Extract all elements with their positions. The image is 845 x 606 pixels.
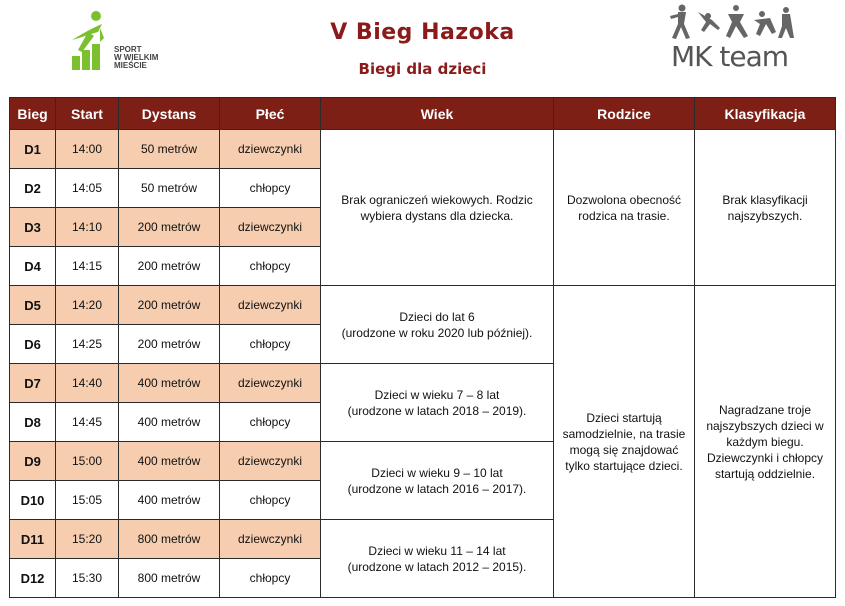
plec-cell: chłopcy xyxy=(220,481,321,520)
plec-cell: chłopcy xyxy=(220,325,321,364)
klasyfikacja-line: Nagradzane troje najszybszych dzieci w każdym biegu. xyxy=(706,402,824,449)
wiek-line: (urodzone w latach 2012 – 2015). xyxy=(347,559,527,574)
start-cell: 14:45 xyxy=(56,403,119,442)
bieg-cell: D11 xyxy=(10,520,56,559)
start-cell: 15:20 xyxy=(56,520,119,559)
wiek-line: (urodzone w latach 2016 – 2017). xyxy=(347,481,527,496)
start-cell: 15:30 xyxy=(56,559,119,598)
table-header-row xyxy=(10,98,836,130)
column-header-rodzice: Rodzice xyxy=(554,98,695,130)
mk-team-text: MK team xyxy=(671,40,789,73)
wiek-cell xyxy=(321,364,554,442)
wiek-cell xyxy=(321,286,554,364)
plec-cell: dziewczynki xyxy=(220,286,321,325)
dystans-cell: 200 metrów xyxy=(119,208,220,247)
plec-cell: chłopcy xyxy=(220,247,321,286)
table-row xyxy=(10,130,836,169)
start-cell: 15:05 xyxy=(56,481,119,520)
dystans-cell: 50 metrów xyxy=(119,130,220,169)
wiek-line: Dzieci do lat 6 xyxy=(399,309,475,324)
bieg-cell: D12 xyxy=(10,559,56,598)
dystans-cell: 400 metrów xyxy=(119,364,220,403)
plec-cell: dziewczynki xyxy=(220,520,321,559)
start-cell: 15:00 xyxy=(56,442,119,481)
bieg-cell: D4 xyxy=(10,247,56,286)
table-row xyxy=(10,286,836,325)
dystans-cell: 400 metrów xyxy=(119,442,220,481)
dystans-cell: 200 metrów xyxy=(119,325,220,364)
dystans-cell: 800 metrów xyxy=(119,559,220,598)
bieg-cell: D9 xyxy=(10,442,56,481)
bieg-cell: D3 xyxy=(10,208,56,247)
rodzice-cell: Dozwolona obecność rodzica na trasie. xyxy=(554,130,695,286)
klasyfikacja-cell xyxy=(695,286,836,598)
dystans-cell: 200 metrów xyxy=(119,286,220,325)
dystans-cell: 400 metrów xyxy=(119,481,220,520)
bieg-cell: D10 xyxy=(10,481,56,520)
dystans-cell: 800 metrów xyxy=(119,520,220,559)
start-cell: 14:25 xyxy=(56,325,119,364)
plec-cell: dziewczynki xyxy=(220,130,321,169)
column-header-klasyfikacja: Klasyfikacja xyxy=(695,98,836,130)
column-header-plec: Płeć xyxy=(220,98,321,130)
sport-logo-text: SPORT W WIELKIM MIEŚCIE xyxy=(114,45,159,70)
column-header-start: Start xyxy=(56,98,119,130)
bieg-cell: D1 xyxy=(10,130,56,169)
page-title: V Bieg Hazoka xyxy=(330,20,515,45)
dystans-cell: 200 metrów xyxy=(119,247,220,286)
klasyfikacja-line: Dziewczynki i chłopcy startują oddzielnie. xyxy=(706,450,824,481)
column-header-wiek: Wiek xyxy=(321,98,554,130)
start-cell: 14:15 xyxy=(56,247,119,286)
rodzice-cell: Dzieci startują samodzielnie, na trasie mogą się znajdować tylko startujące dzieci. xyxy=(554,286,695,598)
mk-team-logo xyxy=(668,2,798,72)
start-cell: 14:40 xyxy=(56,364,119,403)
wiek-cell xyxy=(321,442,554,520)
wiek-cell: Brak ograniczeń wiekowych. Rodzic wybiera dystans dla dziecka. xyxy=(321,130,554,286)
klasyfikacja-cell: Brak klasyfikacji najszybszych. xyxy=(695,130,836,286)
plec-cell: chłopcy xyxy=(220,169,321,208)
dystans-cell: 50 metrów xyxy=(119,169,220,208)
wiek-cell xyxy=(321,520,554,598)
page-header xyxy=(0,0,845,96)
wiek-line: (urodzone w latach 2018 – 2019). xyxy=(347,403,527,418)
plec-cell: chłopcy xyxy=(220,559,321,598)
wiek-line: Dzieci w wieku 11 – 14 lat xyxy=(368,543,506,558)
bieg-cell: D6 xyxy=(10,325,56,364)
bieg-cell: D7 xyxy=(10,364,56,403)
page-subtitle: Biegi dla dzieci xyxy=(358,60,487,78)
wiek-line: Dzieci w wieku 9 – 10 lat xyxy=(371,465,503,480)
wiek-line: Dzieci w wieku 7 – 8 lat xyxy=(374,387,500,402)
start-cell: 14:20 xyxy=(56,286,119,325)
plec-cell: chłopcy xyxy=(220,403,321,442)
bieg-cell: D2 xyxy=(10,169,56,208)
gymnasts-silhouette-icon xyxy=(668,2,798,42)
column-header-dystans: Dystans xyxy=(119,98,220,130)
column-header-bieg: Bieg xyxy=(10,98,56,130)
schedule-table xyxy=(9,97,836,598)
start-cell: 14:00 xyxy=(56,130,119,169)
start-cell: 14:10 xyxy=(56,208,119,247)
plec-cell: dziewczynki xyxy=(220,442,321,481)
bieg-cell: D5 xyxy=(10,286,56,325)
plec-cell: dziewczynki xyxy=(220,208,321,247)
wiek-line: (urodzone w roku 2020 lub później). xyxy=(341,325,533,340)
plec-cell: dziewczynki xyxy=(220,364,321,403)
bieg-cell: D8 xyxy=(10,403,56,442)
start-cell: 14:05 xyxy=(56,169,119,208)
dystans-cell: 400 metrów xyxy=(119,403,220,442)
